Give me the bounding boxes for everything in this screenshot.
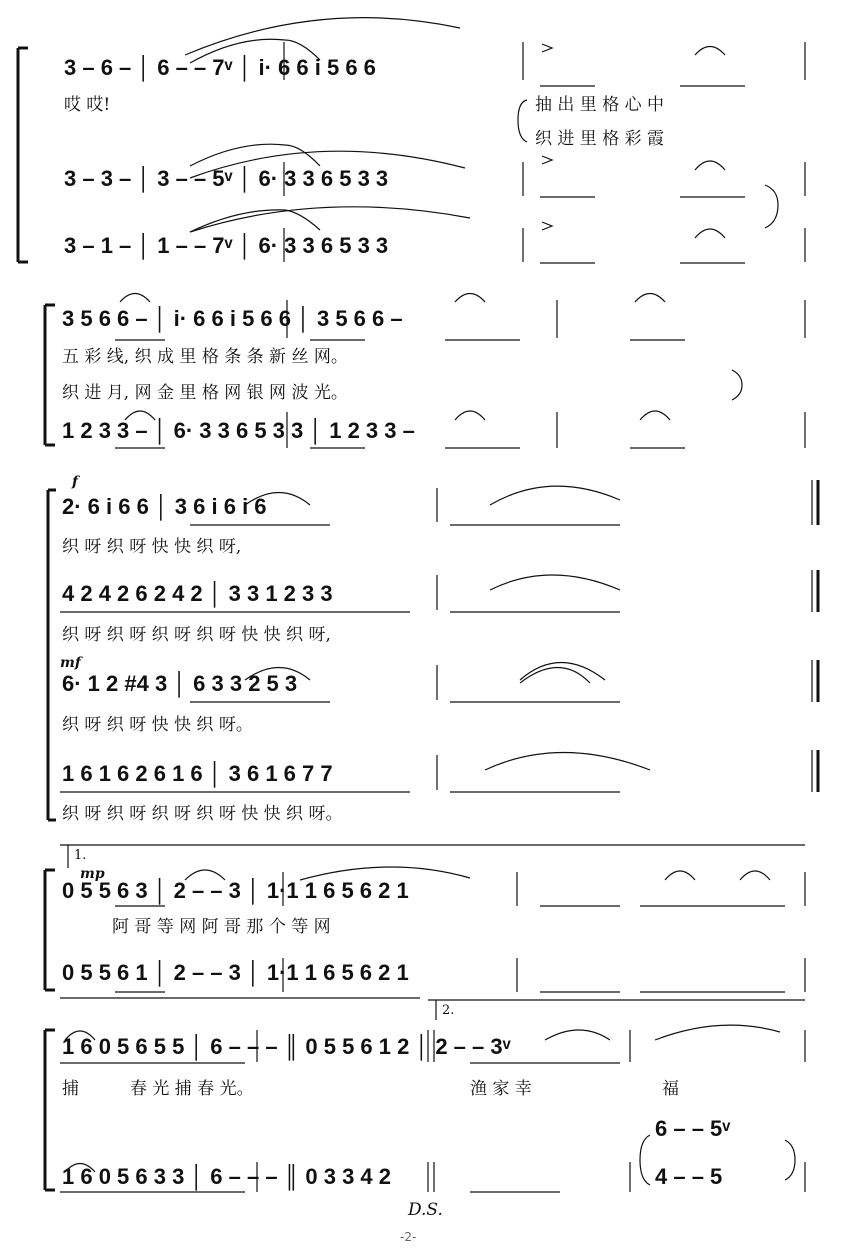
system5-lyric2: 春 光 捕 春 光。 (130, 1079, 254, 1099)
system1-lyric-b1: 抽 出 里 格 心 中 (535, 95, 665, 115)
system2-lower: 1 2 3 3 – │ 6· 3 3 6 5 3 3 │ 1 2 3 3 – (62, 418, 415, 443)
system4-melody: 0 5 5 6 3 │ 2 – – 3 │ 1·1 1 6 5 6 2 1 (62, 878, 409, 903)
system3-line3: 6· 1 2 #4 3 │ 6 3 3 2 5 3 (62, 671, 298, 696)
system5-chord-top: 6 – – 5ᵛ (655, 1116, 731, 1141)
volta-2: 2. (442, 1003, 455, 1018)
system5-lyric3: 渔 家 幸 (470, 1079, 532, 1099)
system1-alto: 3 – 3 – │ 3 – – 5ᵛ │ 6· 3 3 6 5 3 3 (64, 166, 389, 191)
system2-lyric-a: 五 彩 线, 织 成 里 格 条 条 新 丝 网。 (62, 347, 348, 367)
system3-line2: 4 2 4 2 6 2 4 2 │ 3 3 1 2 3 3 (62, 581, 333, 606)
system1-bass: 3 – 1 – │ 1 – – 7ᵛ │ 6· 3 3 6 5 3 3 (64, 233, 389, 258)
system2-lyric-b: 织 进 月, 网 金 里 格 网 银 网 波 光。 (62, 383, 348, 403)
system5-melody: 1 6 0 5 6 5 5 │ 6 – – – ║ 0 5 5 6 1 2 │ 2 – – 3ᵛ (62, 1034, 511, 1059)
dynamic-f: f (72, 474, 79, 490)
system1-soprano: 3 – 6 – │ 6 – – 7ᵛ │ i· 6 6 i 5 6 6 (64, 55, 376, 80)
system3-lyric4: 织 呀 织 呀 织 呀 织 呀 快 快 织 呀。 (62, 804, 343, 824)
dynamic-mp: mp (80, 866, 105, 882)
system5-chord-bottom: 4 – – 5 (655, 1164, 723, 1189)
system3-lyric1: 织 呀 织 呀 快 快 织 呀, (62, 537, 242, 557)
system1-lyric-b2: 织 进 里 格 彩 霞 (535, 129, 665, 149)
system5-lower: 1 6 0 5 6 3 3 │ 6 – – – ║ 0 3 3 4 2 (62, 1164, 392, 1189)
volta-1: 1. (74, 848, 87, 863)
system3-lyric2: 织 呀 织 呀 织 呀 织 呀 快 快 织 呀, (62, 625, 331, 645)
system5-lyric4: 福 (662, 1079, 679, 1099)
system3-lyric3: 织 呀 织 呀 快 快 织 呀。 (62, 715, 253, 735)
page-number: -2- (400, 1230, 417, 1244)
dal-segno: D.S. (408, 1200, 443, 1220)
system4-lyric: 阿 哥 等 网 阿 哥 那 个 等 网 (112, 917, 331, 937)
system3-line4: 1 6 1 6 2 6 1 6 │ 3 6 1 6 7 7 (62, 761, 333, 786)
dynamic-mf: mf (60, 655, 81, 671)
system4-lower: 0 5 5 6 1 │ 2 – – 3 │ 1·1 1 6 5 6 2 1 (62, 960, 409, 985)
system2-melody: 3 5 6 6 – │ i· 6 6 i 5 6 6 │ 3 5 6 6 – (62, 306, 403, 331)
system1-lyric-a: 哎 哎! (64, 95, 111, 115)
system5-lyric1: 捕 (62, 1079, 79, 1099)
system3-line1: 2· 6 i 6 6 │ 3 6 i 6 i 6 (62, 494, 267, 519)
